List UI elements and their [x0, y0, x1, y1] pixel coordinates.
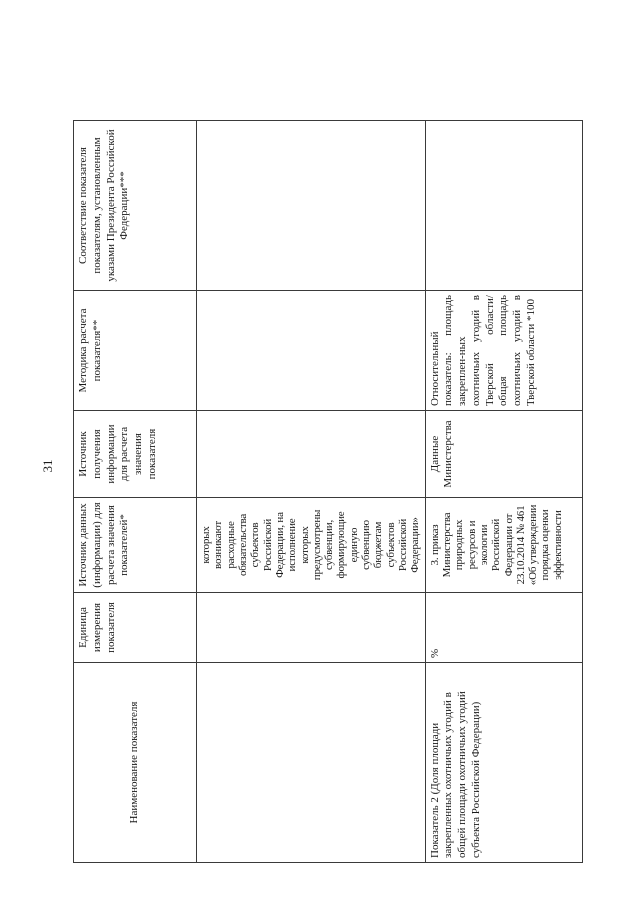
indicators-table: [73, 57, 583, 863]
header-indicator-name: Наименование показателя: [73, 662, 196, 862]
cell-indicator-name: [196, 662, 425, 862]
page-number: 31: [40, 459, 55, 473]
cell-method: Относительный показатель: площадь закреплен-ных охотничьих угодий в Тверской области/общая площадь охотничьих угодий в Тверской области *100: [425, 290, 582, 410]
cell-data-source: 3. приказ Министерства природных ресурсов и экологии Российской Федерации от 23.10.2014 № 461 «Об утверждении порядка оценки эффективности: [425, 497, 582, 592]
header-info-source: Источник получения информации для расчета значения показателя: [73, 410, 196, 497]
cell-method: [196, 290, 425, 410]
header-unit: Единица измерения показателя: [73, 592, 196, 662]
table-header-row: [73, 57, 196, 862]
cell-compliance: [196, 120, 425, 290]
cell-compliance: [425, 120, 582, 290]
cell-indicator-name: Показатель 2 (Доля площади закрепленных охотничьих угодий в общей площади охотничьих угодий субъекта Российской Федерации): [425, 662, 582, 862]
rotated-table-wrapper: [73, 58, 568, 863]
cell-data-source: которых возникают расходные обязательства субъектов Российской Федерации, на исполнение которых предусмотрены субвенции, формирующие единую субвенцию бюджетам субъектов Российской Федерации»: [196, 497, 425, 592]
header-method: Методика расчета показателя**: [73, 290, 196, 410]
cell-unit: [196, 592, 425, 662]
header-compliance: Соответствие показателя показателям, установленным указами Президента Российской Федерации***: [73, 120, 196, 290]
table-row: [196, 57, 425, 862]
header-data-source: Источник данных (информации) для расчета значения показателей*: [73, 497, 196, 592]
cell-info-source: Данные Министерства: [425, 410, 582, 497]
cell-info-source: [196, 410, 425, 497]
table-row: [425, 57, 582, 862]
cell-unit: %: [425, 592, 582, 662]
